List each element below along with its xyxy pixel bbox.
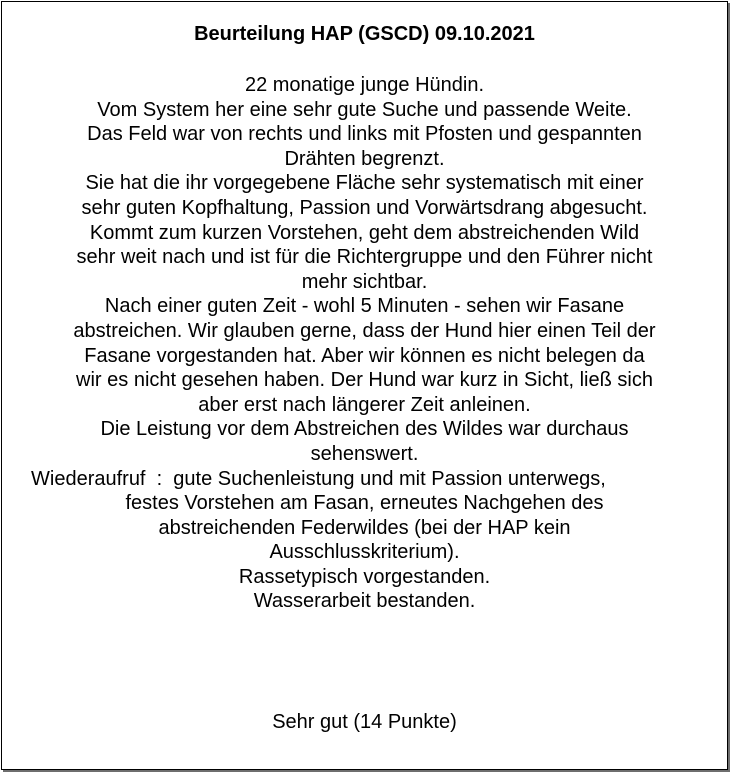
text-line: sehenswert. — [310, 442, 419, 465]
text-line: Wasserarbeit bestanden. — [253, 590, 476, 613]
text-line: Vom System her eine sehr gute Suche und passende Weite. — [97, 98, 632, 121]
text-line: mehr sichtbar. — [301, 270, 428, 293]
text-line: Fasane vorgestanden hat. Aber wir können es nicht belegen da — [84, 344, 645, 367]
document-page — [1, 1, 728, 770]
text-line: festes Vorstehen am Fasan, erneutes Nachgehen des — [125, 492, 604, 515]
text-line: wir es nicht gesehen haben. Der Hund war kurz in Sicht, ließ sich — [76, 369, 653, 392]
recall-line: Wiederaufruf : gute Suchenleistung und mit Passion unterwegs, — [31, 467, 606, 490]
text-line: Das Feld war von rechts und links mit Pfosten und gespannten — [87, 123, 642, 146]
text-line: sehr guten Kopfhaltung, Passion und Vorwärtsdrang abgesucht. — [81, 196, 648, 219]
text-line: 22 monatige junge Hündin. — [244, 74, 485, 96]
text-line: Sie hat die ihr vorgegebene Fläche sehr systematisch mit einer — [85, 172, 644, 195]
final-result: Sehr gut (14 Punkte) — [272, 711, 457, 733]
text-line: Die Leistung vor dem Abstreichen des Wildes war durchaus — [100, 418, 629, 441]
document-body — [2, 73, 727, 614]
document-title: Beurteilung HAP (GSCD) 09.10.2021 — [194, 23, 535, 45]
text-line: abstreichen. Wir glauben gerne, dass der Hund hier einen Teil der — [73, 319, 656, 342]
text-line: abstreichenden Federwildes (bei der HAP kein — [158, 516, 571, 539]
text-line: Drähten begrenzt. — [284, 147, 445, 170]
text-line: Nach einer guten Zeit - wohl 5 Minuten - sehen wir Fasane — [104, 295, 625, 318]
text-line: sehr weit nach und ist für die Richtergruppe und den Führer nicht — [76, 246, 653, 269]
text-line: Ausschlusskriterium). — [269, 541, 460, 564]
text-line: Kommt zum kurzen Vorstehen, geht dem abstreichenden Wild — [89, 221, 640, 244]
text-line: aber erst nach längerer Zeit anleinen. — [198, 393, 531, 416]
text-line: Rassetypisch vorgestanden. — [238, 565, 491, 588]
